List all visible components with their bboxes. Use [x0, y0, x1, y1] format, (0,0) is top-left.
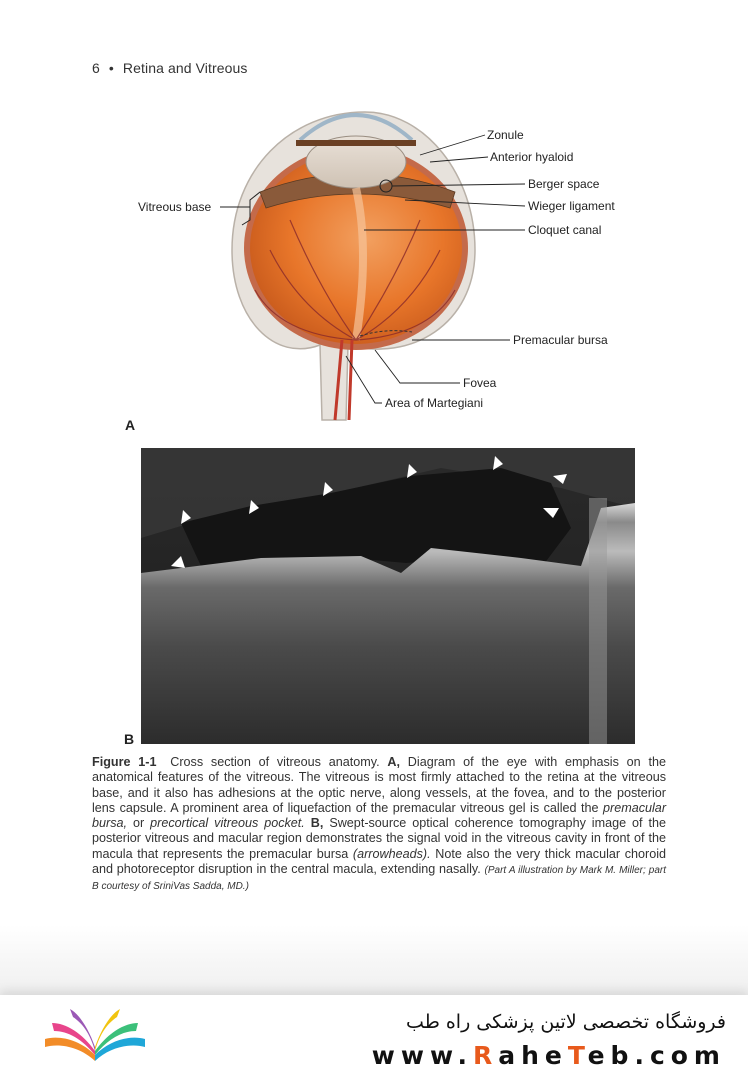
caption-b-label: B,	[310, 816, 324, 831]
label-premacular-bursa: Premacular bursa	[513, 333, 608, 347]
label-anterior-hyaloid: Anterior hyaloid	[490, 150, 574, 164]
caption-part3: or	[132, 816, 145, 831]
caption-italic3: (arrowheads).	[352, 846, 431, 861]
label-vitreous-base: Vitreous base	[138, 200, 212, 214]
caption-italic2: precortical vitreous pocket.	[150, 816, 305, 831]
eye-cross-section-diagram	[120, 100, 640, 430]
url-r: R	[472, 1041, 499, 1070]
store-url[interactable]	[372, 1041, 726, 1070]
header-bullet: •	[108, 60, 114, 76]
iris	[296, 140, 416, 146]
url-mid: ahe	[498, 1041, 568, 1070]
label-area-of-martegiani: Area of Martegiani	[385, 396, 484, 410]
figure-caption	[92, 755, 666, 895]
caption-italic1: premacular bursa,	[92, 800, 667, 831]
caption-part2: Diagram of the eye with emphasis on the anatomical features of the vitreous. The vitreous is most firmly attached to the retina at the vitreous base, and it also has adhesions at the optic nerve, along vessels, at the fovea, and to the posterior lens capsule. A prominent area of liquefaction of the premacular vitreous gel is called the	[92, 755, 666, 815]
panel-label-b: B	[124, 731, 135, 747]
running-header	[92, 60, 248, 76]
label-zonule: Zonule	[487, 128, 524, 142]
panel-label-a: A	[125, 417, 136, 433]
book-logo-icon	[40, 1005, 150, 1063]
store-name: فروشگاه تخصصی لاتین پزشکی راه طب	[406, 1011, 726, 1033]
caption-part5: Note also the very thick macular choroid and photoreceptor disruption in the central macula, extending nasally.	[92, 846, 667, 877]
caption-part4: Swept-source optical coherence tomography image of the posterior vitreous and macular region demonstrates the signal void in the vitreous cavity in front of the macula that represents the premacular bursa	[92, 816, 667, 861]
figure-label: Figure 1-1	[92, 755, 157, 769]
footer-fade	[0, 925, 748, 1000]
url-t: T	[567, 1041, 588, 1070]
label-berger-space: Berger space	[528, 177, 600, 191]
caption-part1: Cross section of vitreous anatomy.	[170, 755, 380, 769]
store-footer	[0, 995, 748, 1080]
oct-scan-image	[141, 448, 635, 744]
caption-a-label: A,	[387, 755, 401, 769]
url-end: eb.com	[587, 1041, 726, 1070]
optic-disc-column	[589, 498, 607, 744]
url-prefix: www.	[371, 1041, 473, 1070]
label-cloquet-canal: Cloquet canal	[528, 223, 602, 237]
label-wieger-ligament: Wieger ligament	[528, 199, 615, 213]
page-number: 6	[92, 60, 100, 76]
caption-credit: (Part A illustration by Mark M. Miller; part B courtesy of SriniVas Sadda, MD.)	[92, 865, 666, 893]
chapter-title: Retina and Vitreous	[122, 60, 248, 76]
label-fovea: Fovea	[463, 376, 497, 390]
